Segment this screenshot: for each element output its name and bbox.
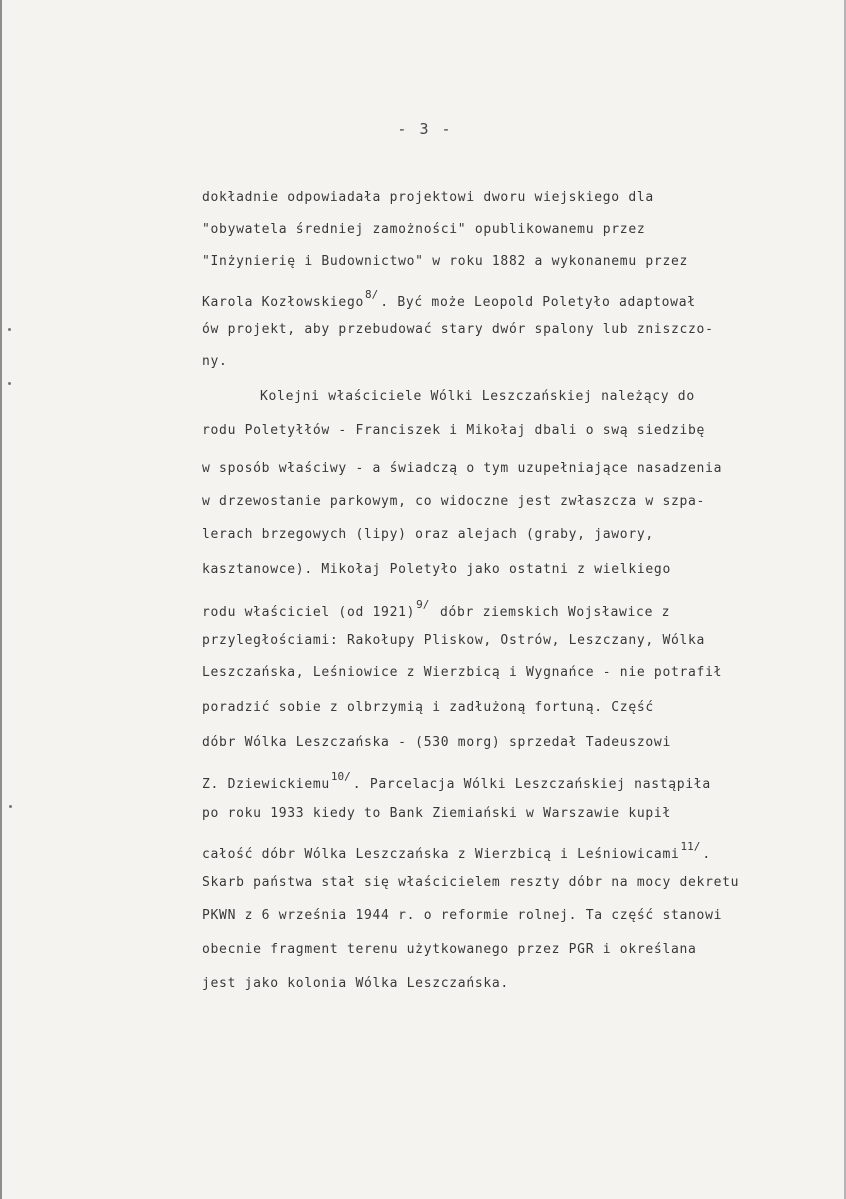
text-segment: Kolejni właściciele Wólki Leszczańskiej należący do [260, 389, 695, 404]
text-line [202, 700, 654, 715]
text-segment: . Parcelacja Wólki Leszczańskiej nastąpiła [352, 777, 711, 792]
text-segment: jest jako kolonia Wólka Leszczańska. [202, 976, 509, 991]
text-segment: w drzewostanie parkowym, co widoczne jest zwłaszcza w szpa- [202, 494, 706, 509]
text-line [202, 976, 509, 991]
text-line [202, 322, 714, 337]
text-segment: dóbr Wólka Leszczańska - (530 morg) sprzedał Tadeuszowi [202, 735, 671, 750]
margin-mark [8, 382, 11, 385]
text-segment: . Być może Leopold Poletyło adaptował [380, 295, 696, 310]
text-line [202, 908, 722, 923]
text-line [202, 288, 696, 310]
page-number: - 3 - [397, 120, 453, 138]
text-line [202, 806, 671, 821]
text-segment: całość dóbr Wólka Leszczańska z Wierzbicą i Leśniowicami [202, 847, 680, 862]
text-line [202, 665, 722, 680]
text-segment: Leszczańska, Leśniowice z Wierzbicą i Wygnańce - nie potrafił [202, 665, 723, 680]
text-segment: rodu Poletyłłów - Franciszek i Mikołaj dbali o swą siedzibę [202, 423, 706, 438]
text-segment: Skarb państwa stał się właścicielem reszty dóbr na mocy dekretu [202, 875, 740, 890]
text-line [202, 735, 671, 750]
text-segment: "Inżynierię i Budownictwo" w roku 1882 a wykonanemu przez [202, 254, 689, 269]
margin-mark [8, 328, 11, 331]
text-line [202, 875, 739, 890]
text-line [202, 562, 671, 577]
text-line [202, 354, 228, 369]
text-line [202, 527, 654, 542]
text-line [202, 770, 711, 792]
text-line [202, 254, 688, 269]
text-segment: dokładnie odpowiadała projektowi dworu wiejskiego dla [202, 190, 654, 205]
text-line [202, 942, 697, 957]
text-segment: . [702, 847, 711, 862]
footnote-marker: 9/ [416, 598, 430, 611]
text-segment: poradzić sobie z olbrzymią i zadłużoną fortuną. Część [202, 700, 654, 715]
text-segment: ny. [202, 354, 228, 369]
text-line [202, 222, 645, 237]
text-line [202, 494, 705, 509]
text-segment: PKWN z 6 września 1944 r. o reformie rolnej. Ta część stanowi [202, 908, 723, 923]
text-segment: Karola Kozłowskiego [202, 295, 365, 310]
text-line [202, 423, 705, 438]
text-line [260, 389, 695, 404]
text-segment: dóbr ziemskich Wojsławice z [431, 605, 671, 620]
text-segment: Z. Dziewickiemu [202, 777, 330, 792]
text-line [202, 598, 670, 620]
footnote-marker: 8/ [365, 288, 379, 301]
text-line [202, 461, 722, 476]
text-segment: lerach brzegowych (lipy) oraz alejach (graby, jawory, [202, 527, 654, 542]
footnote-marker: 11/ [680, 840, 701, 853]
text-segment: ów projekt, aby przebudować stary dwór spalony lub zniszczo- [202, 322, 714, 337]
text-segment: rodu właściciel (od 1921) [202, 605, 416, 620]
text-line [202, 633, 705, 648]
text-segment: przyległościami: Rakołupy Pliskow, Ostrów, Leszczany, Wólka [202, 633, 706, 648]
margin-mark [9, 805, 12, 808]
text-line [202, 840, 711, 862]
text-segment: obecnie fragment terenu użytkowanego przez PGR i określana [202, 942, 697, 957]
footnote-marker: 10/ [330, 770, 351, 783]
text-segment: w sposób właściwy - a świadczą o tym uzupełniające nasadzenia [202, 461, 723, 476]
text-line [202, 190, 654, 205]
text-segment: kasztanowce). Mikołaj Poletyło jako ostatni z wielkiego [202, 562, 671, 577]
text-segment: po roku 1933 kiedy to Bank Ziemiański w Warszawie kupił [202, 806, 671, 821]
text-segment: "obywatela średniej zamożności" opublikowanemu przez [202, 222, 646, 237]
